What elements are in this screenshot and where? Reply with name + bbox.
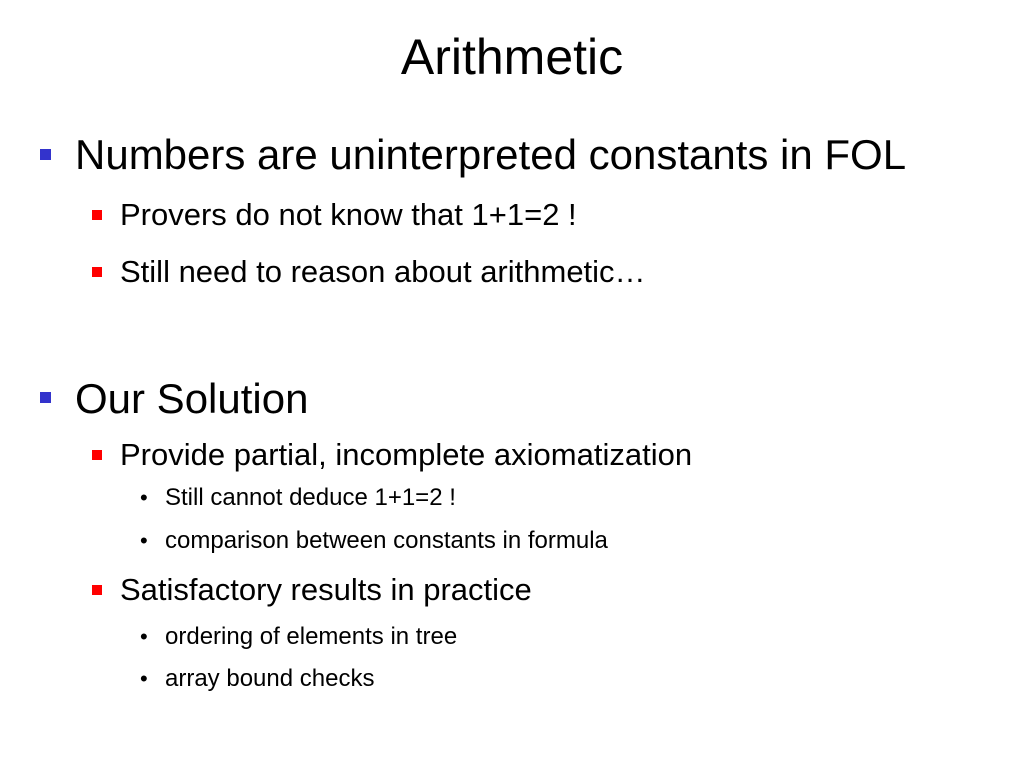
dot-bullet-icon: •: [140, 528, 148, 553]
red-square-bullet-icon: [92, 450, 102, 460]
blue-square-bullet-icon: [40, 149, 51, 160]
dot-bullet-icon: •: [140, 666, 148, 691]
bullet-text: Numbers are uninterpreted constants in FOL: [75, 131, 907, 178]
dot-bullet-icon: •: [140, 624, 148, 649]
bullet-text: Still cannot deduce 1+1=2 !: [165, 484, 456, 511]
bullet-text: array bound checks: [165, 665, 375, 692]
red-square-bullet-icon: [92, 210, 102, 220]
bullet-text: Provide partial, incomplete axiomatization: [120, 437, 693, 472]
bullet-text: Our Solution: [75, 375, 309, 422]
slide-title: Arithmetic: [400, 29, 624, 85]
bullet-text: comparison between constants in formula: [165, 527, 608, 554]
bullet-text: ordering of elements in tree: [165, 623, 458, 650]
dot-bullet-icon: •: [140, 485, 148, 510]
blue-square-bullet-icon: [40, 392, 51, 403]
red-square-bullet-icon: [92, 585, 102, 595]
bullet-text: Still need to reason about arithmetic…: [120, 254, 646, 289]
bullet-text: Satisfactory results in practice: [120, 572, 532, 607]
red-square-bullet-icon: [92, 267, 102, 277]
bullet-text: Provers do not know that 1+1=2 !: [120, 197, 577, 232]
